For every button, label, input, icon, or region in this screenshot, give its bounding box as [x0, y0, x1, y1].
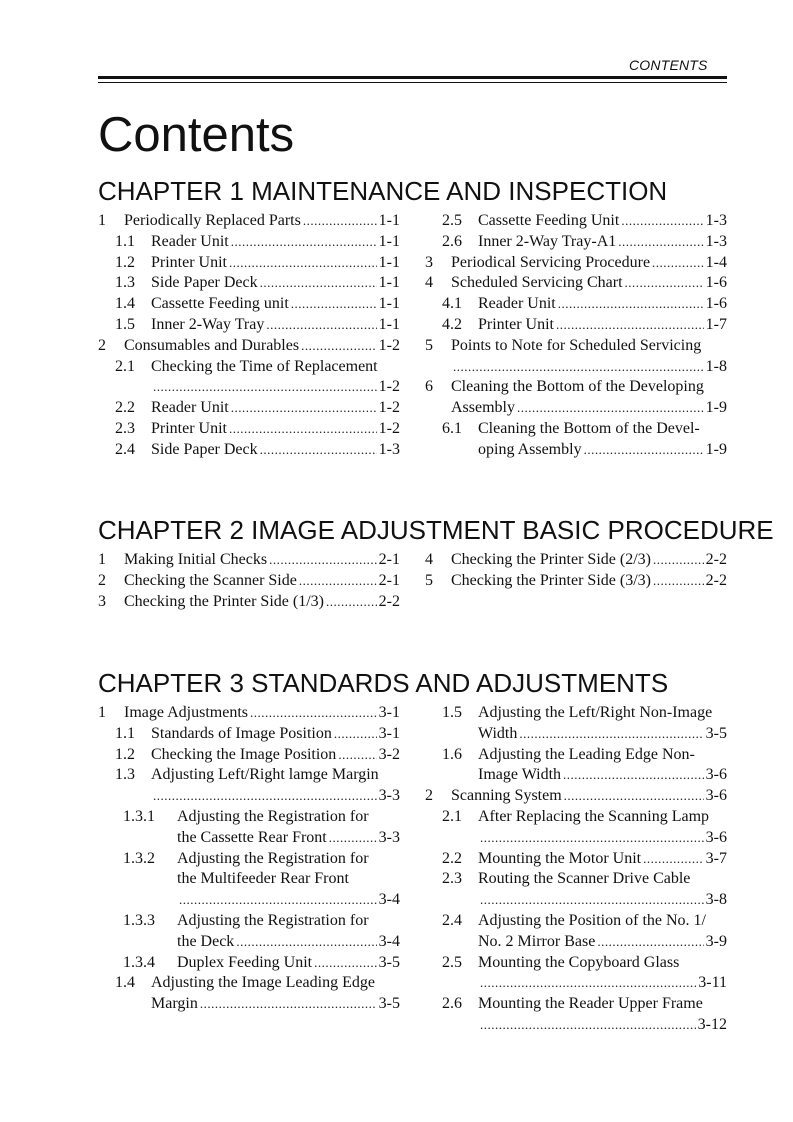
toc-page-number: 3-6: [705, 766, 727, 784]
dot-leader: [597, 932, 703, 953]
toc-entry: [425, 550, 727, 571]
toc-entry-title: Side Paper Deck: [151, 274, 258, 292]
dot-leader: [269, 550, 377, 571]
toc-entry-number: 5: [425, 336, 433, 354]
dot-leader: [625, 273, 704, 294]
dot-leader: [266, 315, 376, 336]
toc-entry-number: 4: [425, 551, 433, 568]
toc-entry-continuation: [98, 786, 400, 807]
running-head: CONTENTS: [629, 57, 708, 73]
toc-entry-number: 1.2: [115, 745, 135, 763]
toc-page-number: 1-4: [705, 253, 727, 271]
toc-entry: [98, 273, 400, 294]
dot-leader: [653, 550, 704, 571]
dot-leader: [652, 253, 704, 274]
dot-leader: [250, 703, 377, 724]
toc-entry: [98, 419, 400, 440]
toc-entry-title: Image Adjustments: [124, 704, 248, 721]
toc-page-number: 1-2: [378, 378, 400, 396]
dot-leader: [200, 994, 377, 1015]
toc-entry-title: Reader Unit: [151, 232, 229, 250]
toc-entry: [425, 745, 727, 766]
toc-entry-continuation: [425, 765, 727, 786]
toc-page-number: 1-2: [378, 419, 400, 437]
toc-entry-number: 1: [98, 704, 106, 721]
toc-entry-continuation: [425, 724, 727, 745]
toc-entry-number: 2.5: [442, 212, 462, 229]
toc-entry: [98, 357, 400, 378]
toc-page-number: 2-2: [705, 551, 727, 568]
toc-entry-number: 1.5: [442, 704, 462, 721]
toc-entry-title: the Cassette Rear Front: [177, 828, 327, 846]
toc-entry: [425, 953, 727, 974]
dot-leader: [314, 953, 377, 974]
toc-entry: [98, 703, 400, 724]
toc-entry: [425, 869, 727, 890]
toc-entry-title: Checking the Scanner Side: [124, 571, 297, 589]
toc-entry-title: Routing the Scanner Drive Cable: [478, 870, 691, 888]
toc-entry-number: 1.3: [115, 766, 135, 784]
toc-entry-continuation: [425, 973, 727, 994]
toc-entry-title: oping Assembly: [478, 440, 582, 458]
toc-entry: [98, 336, 400, 357]
dot-leader: [231, 232, 377, 253]
toc-entry-title: Checking the Printer Side (2/3): [451, 551, 651, 568]
toc-entry-number: 2: [98, 336, 106, 354]
toc-entry: [98, 315, 400, 336]
toc-page-number: 1-3: [705, 232, 727, 250]
toc-entry-number: 2.6: [442, 232, 462, 250]
toc-entry-title: Assembly: [451, 399, 515, 417]
toc-entry-title: Scanning System: [451, 787, 562, 805]
toc-entry: [425, 232, 727, 253]
toc-entry-title: Cleaning the Bottom of the Devel-: [478, 419, 700, 437]
toc-entry-number: 1.4: [115, 295, 135, 313]
toc-entry-number: 6: [425, 378, 433, 396]
toc-entry-title: Adjusting the Registration for: [177, 911, 369, 929]
toc-page-number: 1-8: [705, 357, 727, 375]
toc-page-number: 1-2: [378, 399, 400, 417]
toc-page-number: 3-5: [378, 953, 400, 971]
dot-leader: [153, 377, 377, 398]
dot-leader: [453, 357, 704, 378]
toc-entry-number: 1.5: [115, 315, 135, 333]
toc-entry-title: Inner 2-Way Tray: [151, 315, 265, 333]
toc-entry-continuation: [425, 440, 727, 461]
toc-entry: [98, 294, 400, 315]
toc-page-number: 3-5: [378, 995, 400, 1013]
dot-leader: [179, 890, 377, 911]
toc-entry-number: 2.2: [442, 849, 462, 867]
toc-entry-title: Adjusting the Leading Edge Non-: [478, 745, 695, 763]
toc-entry-number: 4: [425, 274, 433, 292]
dot-leader: [564, 786, 704, 807]
toc-entry: [98, 724, 400, 745]
chapter-2-heading: CHAPTER 2 IMAGE ADJUSTMENT BASIC PROCEDURE: [98, 515, 774, 545]
toc-entry-continuation: [425, 932, 727, 953]
toc-entry: [98, 911, 400, 932]
toc-page-number: 2-2: [378, 592, 400, 610]
chapter-2-left-column: [98, 550, 400, 612]
toc-page-number: 1-1: [378, 253, 400, 271]
toc-entry-number: 1.3.2: [123, 849, 155, 867]
toc-entry-title: Printer Unit: [478, 315, 554, 333]
toc-entry-number: 1: [98, 212, 106, 229]
header-rule-thick: [98, 76, 727, 79]
dot-leader: [229, 253, 377, 274]
toc-page-number: 3-6: [705, 828, 727, 846]
toc-entry: [98, 253, 400, 274]
chapter-3-left-column: [98, 703, 400, 1015]
toc-entry-title: Inner 2-Way Tray-A1: [478, 232, 617, 250]
chapter-3-heading: CHAPTER 3 STANDARDS AND ADJUSTMENTS: [98, 668, 669, 698]
toc-entry: [98, 592, 400, 613]
toc-entry: [425, 419, 727, 440]
toc-entry-number: 1.3.4: [123, 953, 155, 971]
toc-entry-title: Points to Note for Scheduled Servicing: [451, 336, 702, 354]
toc-entry: [98, 849, 400, 870]
toc-entry-title: Cassette Feeding Unit: [478, 212, 620, 229]
toc-entry-title: Adjusting the Registration for: [177, 849, 369, 867]
dot-leader: [519, 724, 703, 745]
chapter-2-right-column: [425, 550, 727, 592]
toc-entry-title: Periodically Replaced Parts: [124, 212, 301, 229]
toc-entry-title: Checking the Image Position: [151, 745, 337, 763]
dot-leader: [301, 336, 377, 357]
dot-leader: [260, 440, 377, 461]
toc-entry-title: Adjusting the Left/Right Non-Image: [478, 704, 713, 721]
toc-entry: [425, 807, 727, 828]
page-title: Contents: [98, 108, 295, 162]
toc-entry: [98, 765, 400, 786]
toc-page-number: 3-1: [378, 724, 400, 742]
toc-entry-number: 2.4: [442, 911, 462, 929]
toc-entry: [425, 786, 727, 807]
toc-entry: [425, 377, 727, 398]
toc-entry: [425, 273, 727, 294]
toc-entry-number: 4.1: [442, 295, 462, 313]
toc-entry: [98, 550, 400, 571]
toc-page-number: 1-3: [378, 440, 400, 458]
toc-page-number: 3-4: [378, 891, 400, 909]
toc-entry-title: Reader Unit: [151, 399, 229, 417]
toc-entry: [425, 571, 727, 592]
toc-page-number: 1-6: [705, 274, 727, 292]
toc-entry-title: Adjusting Left/Right lamge Margin: [151, 766, 379, 784]
toc-entry: [98, 571, 400, 592]
toc-page-number: 2-2: [705, 571, 727, 589]
dot-leader: [303, 211, 377, 232]
toc-page-number: 1-1: [378, 274, 400, 292]
toc-entry: [425, 253, 727, 274]
toc-page-number: 3-8: [705, 891, 727, 909]
toc-page-number: 3-3: [378, 828, 400, 846]
toc-entry: [98, 440, 400, 461]
dot-leader: [618, 232, 703, 253]
toc-entry-continuation: [98, 932, 400, 953]
toc-page-number: 1-1: [378, 212, 400, 229]
dot-leader: [334, 724, 377, 745]
toc-entry: [98, 745, 400, 766]
toc-entry: [425, 849, 727, 870]
toc-entry-title: Mounting the Copyboard Glass: [478, 953, 680, 971]
toc-entry-continuation: [98, 994, 400, 1015]
dot-leader: [653, 571, 704, 592]
toc-entry-continuation: [425, 890, 727, 911]
toc-entry-number: 2.2: [115, 399, 135, 417]
toc-entry-number: 2.3: [442, 870, 462, 888]
dot-leader: [643, 849, 704, 870]
toc-entry-title: Printer Unit: [151, 419, 227, 437]
toc-page-number: 3-3: [378, 787, 400, 805]
toc-entry: [98, 211, 400, 232]
dot-leader: [480, 828, 704, 849]
dot-leader: [229, 419, 377, 440]
toc-entry-continuation: [425, 828, 727, 849]
header-rule-thin: [98, 82, 727, 83]
toc-entry-title: Mounting the Reader Upper Frame: [478, 995, 703, 1013]
dot-leader: [556, 315, 704, 336]
dot-leader: [480, 890, 704, 911]
toc-entry-title: No. 2 Mirror Base: [478, 932, 596, 950]
toc-entry: [425, 994, 727, 1015]
dot-leader: [517, 398, 704, 419]
toc-entry-title: Periodical Servicing Procedure: [451, 253, 651, 271]
chapter-1-heading: CHAPTER 1 MAINTENANCE AND INSPECTION: [98, 176, 668, 206]
toc-page-number: 3-11: [698, 974, 727, 992]
toc-entry-title: Scheduled Servicing Chart: [451, 274, 623, 292]
toc-entry: [98, 973, 400, 994]
toc-entry: [425, 294, 727, 315]
toc-page-number: 1-1: [378, 315, 400, 333]
toc-entry-title: Cleaning the Bottom of the Developing: [451, 378, 704, 396]
toc-entry-title: Width: [478, 724, 518, 742]
toc-entry-title: Adjusting the Registration for: [177, 807, 369, 825]
toc-entry-title: Checking the Printer Side (3/3): [451, 571, 651, 589]
toc-entry-title: Image Width: [478, 766, 562, 784]
toc-entry-number: 6.1: [442, 419, 462, 437]
toc-page-number: 1-1: [378, 295, 400, 313]
toc-entry-continuation: [425, 398, 727, 419]
toc-page-number: 1-1: [378, 232, 400, 250]
toc-entry-number: 5: [425, 571, 433, 589]
toc-entry-number: 1.3.1: [123, 807, 155, 825]
dot-leader: [558, 294, 704, 315]
toc-page-number: 2-1: [378, 551, 400, 568]
toc-page-number: 3-1: [378, 704, 400, 721]
toc-entry-number: 1.2: [115, 253, 135, 271]
toc-entry-number: 2: [425, 787, 433, 805]
toc-entry-title: the Multifeeder Rear Front: [177, 870, 349, 888]
toc-entry-continuation: [425, 1015, 727, 1036]
toc-entry-title: Cassette Feeding unit: [151, 295, 289, 313]
chapter-1-right-column: [425, 211, 727, 461]
toc-entry-number: 1.1: [115, 232, 135, 250]
dot-leader: [338, 745, 376, 766]
toc-entry: [98, 398, 400, 419]
toc-entry-number: 1: [98, 551, 106, 568]
dot-leader: [153, 786, 377, 807]
toc-entry-number: 2.1: [115, 357, 135, 375]
dot-leader: [621, 211, 703, 232]
toc-page-number: 3-5: [705, 724, 727, 742]
toc-entry-continuation: [98, 828, 400, 849]
toc-page-number: 1-3: [705, 212, 727, 229]
toc-entry: [98, 953, 400, 974]
toc-page-number: 1-7: [705, 315, 727, 333]
toc-page-number: 1-2: [378, 336, 400, 354]
dot-leader: [299, 571, 377, 592]
toc-entry-title: Adjusting the Position of the No. 1/: [478, 911, 706, 929]
toc-page-number: 3-7: [705, 849, 727, 867]
toc-page-number: 3-12: [697, 1015, 727, 1033]
toc-entry-continuation: [98, 890, 400, 911]
toc-entry-title: Margin: [151, 995, 198, 1013]
chapter-3-right-column: [425, 703, 727, 1036]
toc-entry: [425, 336, 727, 357]
toc-entry-number: 1.3: [115, 274, 135, 292]
toc-entry: [425, 315, 727, 336]
dot-leader: [584, 440, 704, 461]
toc-entry-number: 2.6: [442, 995, 462, 1013]
toc-entry-title: Making Initial Checks: [124, 551, 268, 568]
toc-entry: [425, 703, 727, 724]
toc-entry-title: Consumables and Durables: [124, 336, 300, 354]
toc-entry-title: Side Paper Deck: [151, 440, 258, 458]
toc-entry-number: 3: [98, 592, 106, 610]
chapter-1-left-column: [98, 211, 400, 461]
toc-entry-continuation: [425, 357, 727, 378]
dot-leader: [291, 294, 377, 315]
dot-leader: [480, 973, 696, 994]
dot-leader: [260, 273, 377, 294]
toc-page-number: 2-1: [378, 571, 400, 589]
toc-entry-title: After Replacing the Scanning Lamp: [478, 807, 710, 825]
toc-page-number: 3-9: [705, 932, 727, 950]
toc-entry-number: 2.3: [115, 419, 135, 437]
toc-entry-number: 1.4: [115, 974, 135, 992]
toc-page-number: 3-2: [378, 745, 400, 763]
dot-leader: [326, 592, 377, 613]
toc-entry: [98, 232, 400, 253]
toc-page-number: 3-6: [705, 787, 727, 805]
toc-entry-title: Checking the Printer Side (1/3): [124, 592, 324, 610]
toc-entry: [425, 911, 727, 932]
toc-entry-number: 4.2: [442, 315, 462, 333]
dot-leader: [231, 398, 377, 419]
toc-page-number: 3-4: [378, 932, 400, 950]
toc-entry-number: 2.1: [442, 807, 462, 825]
toc-entry-number: 2.5: [442, 953, 462, 971]
toc-entry-number: 2: [98, 571, 106, 589]
toc-entry: [425, 211, 727, 232]
toc-entry-title: Checking the Time of Replacement: [151, 357, 378, 375]
toc-page-number: 1-9: [705, 399, 727, 417]
toc-entry-number: 3: [425, 253, 433, 271]
toc-entry-continuation: [98, 377, 400, 398]
toc-entry-number: 2.4: [115, 440, 135, 458]
toc-entry-title: Mounting the Motor Unit: [478, 849, 642, 867]
toc-entry-number: 1.6: [442, 745, 462, 763]
toc-entry-title: Reader Unit: [478, 295, 556, 313]
toc-entry-title: the Deck: [177, 932, 235, 950]
toc-entry-title: Adjusting the Image Leading Edge: [151, 974, 375, 992]
dot-leader: [236, 932, 376, 953]
toc-page-number: 1-9: [705, 440, 727, 458]
toc-entry-number: 1.3.3: [123, 911, 155, 929]
toc-entry-title: Printer Unit: [151, 253, 227, 271]
dot-leader: [480, 1015, 696, 1036]
toc-entry: [98, 807, 400, 828]
dot-leader: [329, 828, 377, 849]
dot-leader: [563, 765, 704, 786]
toc-entry-continuation: [98, 869, 400, 890]
toc-page-number: 1-6: [705, 295, 727, 313]
toc-entry-title: Standards of Image Position: [151, 724, 332, 742]
toc-entry-title: Duplex Feeding Unit: [177, 953, 313, 971]
toc-entry-number: 1.1: [115, 724, 135, 742]
